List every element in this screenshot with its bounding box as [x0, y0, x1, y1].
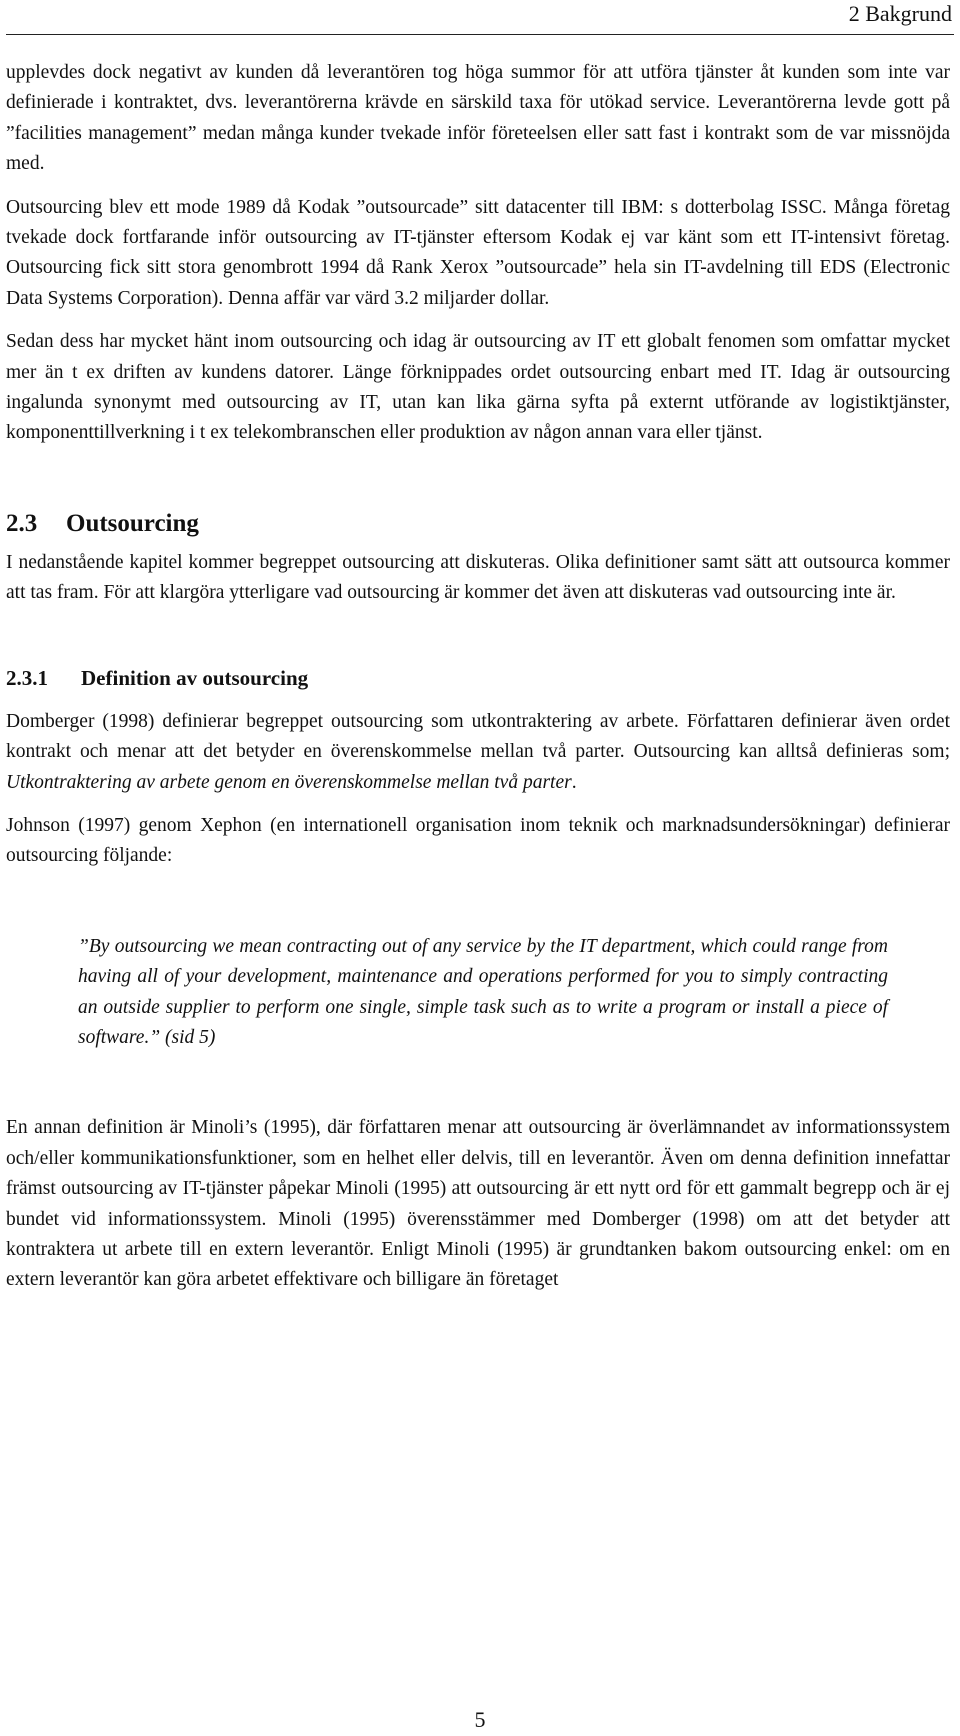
definition-text: Domberger (1998) definierar begreppet outsourcing som utkontraktering av arbete. Författaren definierar även ordet kontrakt och menar att det betyder en överenskommelse mellan två parter. Outsourcing kan alltså definieras som;: [6, 710, 950, 763]
section-number: 2.3: [6, 509, 38, 537]
subsection-title: Definition av outsourcing: [81, 665, 309, 690]
minoli-paragraph: En annan definition är Minoli’s (1995), där författaren menar att outsourcing är överlämnandet av informationssystem och/eller kommunikationsfunktioner, som en helhet eller delvis, till en leverantör. Även om denna definition innefattar främst outsourcing av IT-tjänster påpekar Minoli (1995) att outsourcing är ett nytt ord för ett gammalt begrepp och är ej bundet vid informationssystem. Minoli (1995) överensstämmer med Domberger (1998) om att det betyder att kontraktera ut arbete till en extern leverantör. Enligt Minoli (1995) är grundtanken bakom outsourcing enkel: om en extern leverantör kan göra arbetet effektivare och billigare än företaget: [6, 1117, 950, 1291]
johnson-paragraph: Johnson (1997) genom Xephon (en internationell organisation inom teknik och marknadsundersökningar) definierar outsourcing följande:: [6, 814, 950, 867]
definition-end: .: [571, 771, 577, 793]
page-number: 5: [474, 1707, 486, 1732]
quote-text: ”By outsourcing we mean contracting out of any service by the IT department, which could range from having all of your development, maintenance and operations performed for you to simply contracting an outside supplier to perform one single, simple task such as to write a program or install a piece of software.” (sid 5): [78, 935, 888, 1048]
paragraph-intro-2: Outsourcing blev ett mode 1989 då Kodak ”outsourcade” sitt datacenter till IBM: s dotterbolag ISSC. Många företag tvekade dock fortfarande inför outsourcing av IT-tjänster eftersom Kodak ej var känt som ett IT-intensivt företag. Outsourcing fick sitt stora genombrott 1994 då Rank Xerox ”outsourcade” hela sin IT-avdelning till EDS (Electronic Data Systems Corporation). Denna affär var värd 3.2 miljarder dollar.: [6, 196, 950, 309]
chapter-title: 2 Bakgrund: [848, 1, 952, 26]
subsection-number: 2.3.1: [6, 665, 48, 690]
running-header: [6, 0, 954, 35]
subsection-heading: [6, 661, 950, 695]
definition-italic: Utkontraktering av arbete genom en överenskommelse mellan två parter: [6, 771, 572, 793]
section-intro-paragraph: I nedanstående kapitel kommer begreppet outsourcing att diskuteras. Olika definitioner samt sätt att outsourca kommer att tas fram. För att klargöra ytterligare vad outsourcing är kommer det även att diskuteras vad outsourcing inte är.: [6, 551, 950, 604]
page-content: [6, 58, 950, 1309]
section-title: Outsourcing: [66, 509, 199, 537]
paragraph-intro-3: Sedan dess har mycket hänt inom outsourcing och idag är outsourcing av IT ett globalt fenomen som omfattar mycket mer än t ex driften av kundens datorer. Länge förknippades ordet outsourcing enbart med IT. Idag är outsourcing ingalunda synonymt med outsourcing av IT, utan kan lika gärna syfta på externt utförande av logistiktjänster, komponenttillverkning i t ex telekombranschen eller produktion av någon annan vara eller tjänst.: [6, 331, 950, 444]
section-heading: [6, 504, 950, 544]
paragraph-intro-1: upplevdes dock negativt av kunden då leverantören tog höga summor för att utföra tjänster åt kunden som inte var definierade i kontraktet, dvs. leverantörerna krävde en särskild taxa för utökad service. Leverantörerna levde gott på ”facilities management” medan många kunder tvekade inför företeelsen eller satt fast i kontrakt som de var missnöjda med.: [6, 62, 950, 175]
definition-paragraph: [6, 707, 950, 798]
block-quote: [78, 932, 888, 1054]
